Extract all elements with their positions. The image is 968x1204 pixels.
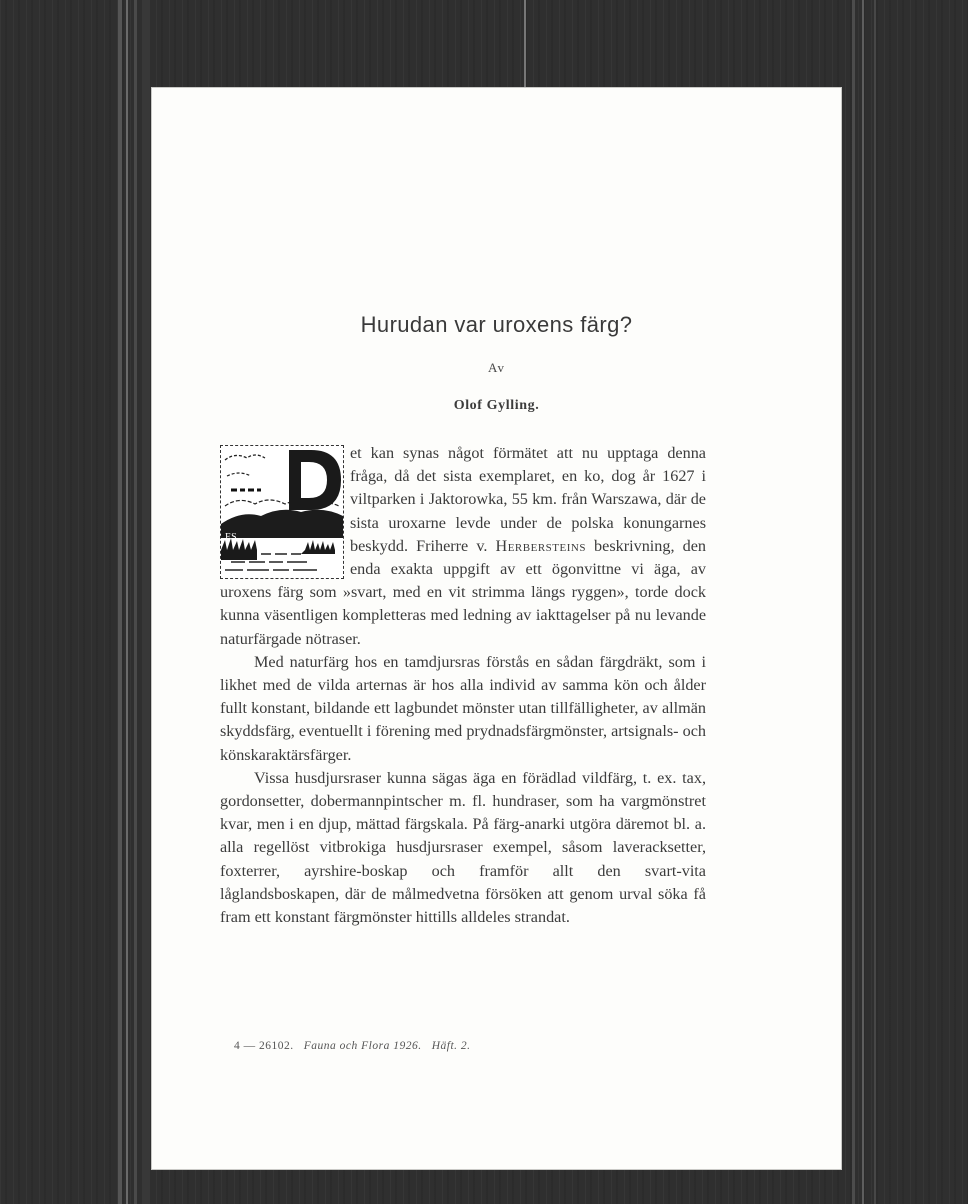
scanner-edge [852, 0, 855, 1204]
paragraph-1-text-a: et kan synas något förmätet att nu upptaga denna fråga, då det sista exemplaret, en ko, dog år 1627 i viltparken i Jaktorowka, 55 km. från Warszawa, där de sista uroxarne levde under de polska konungarnes beskydd. Friherre v. [350, 444, 706, 555]
article-body [220, 442, 706, 929]
author-name: Olof Gylling. [453, 398, 540, 413]
scanner-edge [142, 0, 150, 1204]
scanner-edge [874, 0, 876, 1204]
footer-issue: Häft. 2. [431, 1040, 471, 1052]
paragraph-1-text-b: beskrivning, den enda exakta uppgift av ett ögonvittne vi äga, av uroxens färg som »svart, med en vit strimma längs ryggen», torde dock kunna väsentligen kompletteras med ledning av iakttagelser på nu levande naturfärgade nötraser. [220, 536, 706, 648]
footer-signature-number: 4 — 26102. [234, 1040, 294, 1052]
smallcaps-name: Herbersteins [495, 536, 586, 555]
footer-signature [234, 1040, 471, 1052]
scanner-seam [524, 0, 526, 88]
footer-journal: Fauna och Flora 1926. [303, 1040, 422, 1052]
svg-text:ES: ES [225, 532, 237, 543]
scanner-edge [862, 0, 864, 1204]
byline: Av [488, 360, 505, 375]
scanned-page [152, 88, 841, 1169]
article-title: Hurudan var uroxens färg? [360, 312, 633, 337]
scanner-edge [134, 0, 137, 1204]
paragraph-3: Vissa husdjursraser kunna sägas äga en förädlad vildfärg, t. ex. tax, gordonsetter, dobermannpintscher m. fl. hundraser, som ha vargmönstret kvar, men i en djup, mättad färgskala. På färg-anarki utgöra däremot bl. a. alla regellöst vitbrokiga husdjursraser exempel, såsom laveracksetter, foxterrer, ayrshire-boskap och framför allt den svart-vita låglandsboskapen, där de målmedvetna försöken att genom urval söka få fram ett konstant färgmönster hittills alldeles strandat. [220, 768, 706, 927]
paragraph-1 [220, 442, 706, 651]
paragraph-2: Med naturfärg hos en tamdjursras förstås en sådan färgdräkt, som i likhet med de vilda arternas är hos alla individ av samma kön och ålder fullt konstant, bildande ett lagbundet mönster utan tillfälligheter, av allmän skyddsfärg, eventuellt i förening med prydnadsfärgmönster, artsignals- och könskaraktärsfärger. [220, 652, 706, 764]
scanner-edge [118, 0, 122, 1204]
drop-cap-illustration [220, 445, 344, 579]
scanner-edge [126, 0, 128, 1204]
woodcut-landscape-icon [221, 446, 343, 578]
